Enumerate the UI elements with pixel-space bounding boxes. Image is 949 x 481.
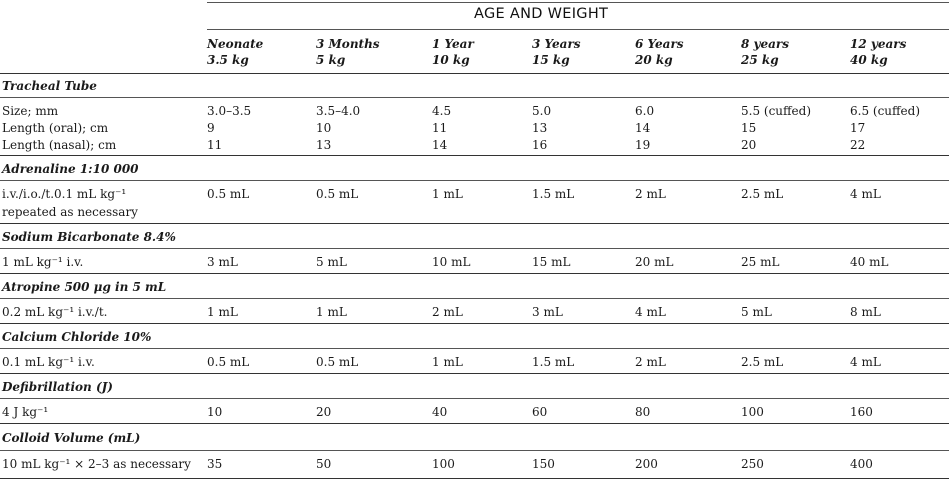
table-cell: 1 mL <box>207 305 238 319</box>
table-cell: 11 <box>207 138 223 152</box>
table-cell: 15 <box>741 121 757 135</box>
table-cell: 1.5 mL <box>532 187 575 201</box>
column-age: 6 Years <box>635 37 684 51</box>
table-cell: 2.5 mL <box>741 187 784 201</box>
table-cell: 100 <box>432 457 455 471</box>
table-cell: 1 mL <box>432 187 463 201</box>
divider <box>0 223 949 224</box>
row-label-adrenaline-dose: i.v./i.o./t.0.1 mL kg⁻¹ <box>2 187 127 201</box>
section-heading-sodium-bicarbonate: Sodium Bicarbonate 8.4% <box>2 230 176 244</box>
row-label-length-oral: Length (oral); cm <box>2 121 109 135</box>
table-cell: 10 mL <box>432 255 471 269</box>
table-cell: 1.5 mL <box>532 355 575 369</box>
section-heading-colloid-volume: Colloid Volume (mL) <box>2 431 141 445</box>
table-cell: 5.0 <box>532 104 552 118</box>
table-cell: 150 <box>532 457 555 471</box>
table-cell: 35 <box>207 457 223 471</box>
table-cell: 20 mL <box>635 255 674 269</box>
table-cell: 4.5 <box>432 104 452 118</box>
table-cell: 19 <box>635 138 651 152</box>
table-cell: 5.5 (cuffed) <box>741 104 812 118</box>
table-cell: 13 <box>316 138 332 152</box>
divider <box>0 348 949 349</box>
table-cell: 25 mL <box>741 255 780 269</box>
row-label-size: Size; mm <box>2 104 59 118</box>
table-cell: 5 mL <box>316 255 347 269</box>
column-header-3-months <box>316 36 380 68</box>
table-cell: 2 mL <box>635 187 666 201</box>
column-age: Neonate <box>207 37 264 51</box>
column-weight: 5 kg <box>316 53 346 67</box>
column-weight: 10 kg <box>432 53 470 67</box>
table-cell: 3 mL <box>532 305 563 319</box>
divider <box>0 180 949 181</box>
table-cell: 80 <box>635 405 651 419</box>
divider <box>207 2 949 3</box>
column-header-3-years <box>532 36 581 68</box>
column-age: 3 Months <box>316 37 380 51</box>
table-cell: 14 <box>432 138 448 152</box>
column-header-1-year <box>432 36 474 68</box>
table-cell: 2 mL <box>635 355 666 369</box>
divider <box>0 97 949 98</box>
table-cell: 22 <box>850 138 866 152</box>
table-cell: 4 mL <box>850 187 881 201</box>
divider <box>207 29 949 30</box>
table-cell: 1 mL <box>432 355 463 369</box>
divider <box>0 423 949 424</box>
table-cell: 40 <box>432 405 448 419</box>
table-cell: 0.5 mL <box>207 187 250 201</box>
table-cell: 3 mL <box>207 255 238 269</box>
table-cell: 0.5 mL <box>316 355 359 369</box>
table-cell: 6.5 (cuffed) <box>850 104 921 118</box>
section-heading-calcium-chloride: Calcium Chloride 10% <box>2 330 152 344</box>
table-cell: 400 <box>850 457 873 471</box>
divider <box>0 273 949 274</box>
divider <box>0 478 949 479</box>
row-label-atropine-dose: 0.2 mL kg⁻¹ i.v./t. <box>2 305 108 319</box>
table-cell: 2.5 mL <box>741 355 784 369</box>
table-cell: 0.5 mL <box>207 355 250 369</box>
table-cell: 250 <box>741 457 764 471</box>
column-header-neonate <box>207 36 263 68</box>
table-cell: 200 <box>635 457 658 471</box>
column-weight: 25 kg <box>741 53 779 67</box>
table-cell: 4 mL <box>635 305 666 319</box>
table-title: AGE AND WEIGHT <box>474 6 609 22</box>
column-header-12-years <box>850 36 906 68</box>
table-cell: 10 <box>316 121 332 135</box>
table-cell: 100 <box>741 405 764 419</box>
divider <box>0 450 949 451</box>
table-cell: 16 <box>532 138 548 152</box>
column-age: 1 Year <box>432 37 474 51</box>
divider <box>0 155 949 156</box>
table-cell: 1 mL <box>316 305 347 319</box>
column-age: 8 years <box>741 37 789 51</box>
column-age: 12 years <box>850 37 907 51</box>
row-label-adrenaline-note: repeated as necessary <box>2 205 138 219</box>
divider <box>0 323 949 324</box>
table-cell: 13 <box>532 121 548 135</box>
table-cell: 10 <box>207 405 223 419</box>
table-cell: 11 <box>432 121 448 135</box>
row-label-length-nasal: Length (nasal); cm <box>2 138 117 152</box>
table-cell: 3.5–4.0 <box>316 104 361 118</box>
section-heading-tracheal-tube: Tracheal Tube <box>2 79 97 93</box>
table-cell: 50 <box>316 457 332 471</box>
table-cell: 6.0 <box>635 104 655 118</box>
row-label-defibrillation-dose: 4 J kg⁻¹ <box>2 405 49 419</box>
table-cell: 9 <box>207 121 215 135</box>
section-heading-atropine: Atropine 500 μg in 5 mL <box>2 280 167 294</box>
row-label-bicarbonate-dose: 1 mL kg⁻¹ i.v. <box>2 255 84 269</box>
column-weight: 20 kg <box>635 53 673 67</box>
table-cell: 2 mL <box>432 305 463 319</box>
section-heading-defibrillation: Defibrillation (J) <box>2 380 113 394</box>
table-cell: 15 mL <box>532 255 571 269</box>
table-cell: 160 <box>850 405 873 419</box>
column-weight: 40 kg <box>850 53 888 67</box>
divider <box>0 73 949 74</box>
table-cell: 40 mL <box>850 255 889 269</box>
divider <box>0 398 949 399</box>
table-cell: 14 <box>635 121 651 135</box>
table-cell: 20 <box>741 138 757 152</box>
divider <box>0 373 949 374</box>
table-cell: 4 mL <box>850 355 881 369</box>
section-heading-adrenaline: Adrenaline 1:10 000 <box>2 162 139 176</box>
table-cell: 20 <box>316 405 332 419</box>
divider <box>0 298 949 299</box>
column-weight: 15 kg <box>532 53 570 67</box>
column-header-6-years <box>635 36 684 68</box>
table-cell: 17 <box>850 121 866 135</box>
column-weight: 3.5 kg <box>207 53 249 67</box>
table-cell: 3.0–3.5 <box>207 104 252 118</box>
table-cell: 60 <box>532 405 548 419</box>
table-cell: 0.5 mL <box>316 187 359 201</box>
row-label-colloid-dose: 10 mL kg⁻¹ × 2–3 as necessary <box>2 457 191 471</box>
column-age: 3 Years <box>532 37 581 51</box>
row-label-calcium-dose: 0.1 mL kg⁻¹ i.v. <box>2 355 95 369</box>
column-header-8-years <box>741 36 789 68</box>
divider <box>0 248 949 249</box>
table-cell: 8 mL <box>850 305 881 319</box>
table-cell: 5 mL <box>741 305 772 319</box>
